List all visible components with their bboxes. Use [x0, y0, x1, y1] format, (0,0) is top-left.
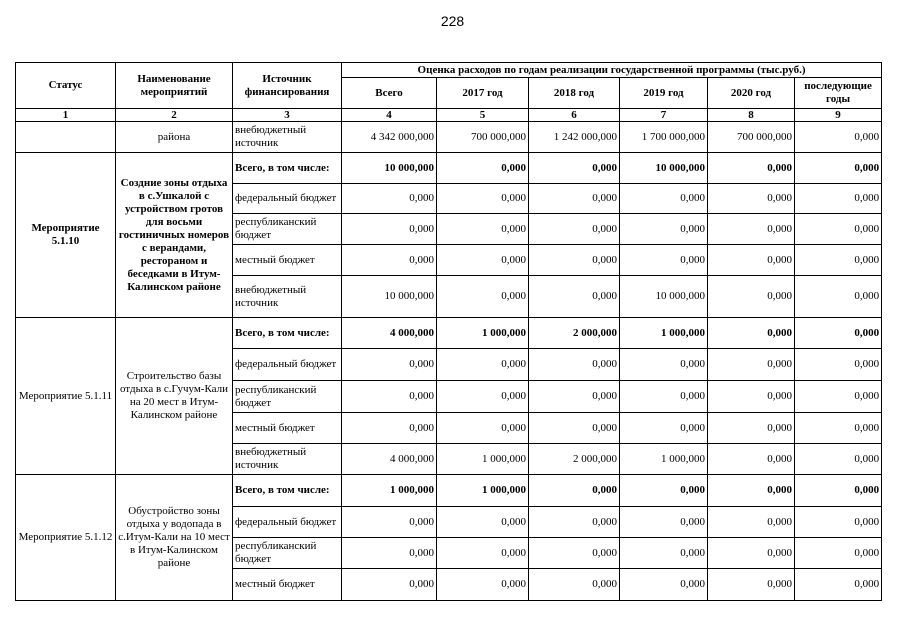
value-2020: 0,000 — [708, 444, 795, 475]
value-later: 0,000 — [795, 475, 882, 507]
value-2018: 0,000 — [529, 538, 620, 569]
value-total: 10 000,000 — [342, 153, 437, 184]
value-total: 0,000 — [342, 184, 437, 214]
value-2018: 2 000,000 — [529, 318, 620, 349]
header-2018: 2018 год — [529, 78, 620, 109]
value-2020: 700 000,000 — [708, 122, 795, 153]
value-2019: 0,000 — [620, 349, 708, 381]
value-2017: 1 000,000 — [437, 475, 529, 507]
value-2020: 0,000 — [708, 245, 795, 276]
value-2019: 0,000 — [620, 214, 708, 245]
value-later: 0,000 — [795, 444, 882, 475]
value-total: 0,000 — [342, 507, 437, 538]
value-total: 0,000 — [342, 349, 437, 381]
value-later: 0,000 — [795, 276, 882, 318]
value-total: 10 000,000 — [342, 276, 437, 318]
name-cell: Обустройство зоны отдыха у водопада в с.Итум-Кали на 10 мест в Итум-Калинском районе — [116, 475, 233, 601]
value-2017: 0,000 — [437, 153, 529, 184]
source-cell: внебюджетный источник — [233, 444, 342, 475]
status-cell: Мероприятие 5.1.12 — [16, 475, 116, 601]
value-total: 0,000 — [342, 214, 437, 245]
value-later: 0,000 — [795, 122, 882, 153]
value-2019: 0,000 — [620, 475, 708, 507]
value-2019: 0,000 — [620, 245, 708, 276]
value-2020: 0,000 — [708, 349, 795, 381]
value-2020: 0,000 — [708, 538, 795, 569]
column-number: 3 — [233, 109, 342, 122]
column-number: 7 — [620, 109, 708, 122]
value-2017: 1 000,000 — [437, 444, 529, 475]
value-2018: 0,000 — [529, 184, 620, 214]
value-2018: 0,000 — [529, 413, 620, 444]
value-later: 0,000 — [795, 214, 882, 245]
value-2020: 0,000 — [708, 569, 795, 601]
value-2019: 1 000,000 — [620, 444, 708, 475]
value-2019: 0,000 — [620, 184, 708, 214]
value-2020: 0,000 — [708, 184, 795, 214]
value-2018: 0,000 — [529, 507, 620, 538]
value-2020: 0,000 — [708, 381, 795, 413]
value-later: 0,000 — [795, 245, 882, 276]
value-2018: 0,000 — [529, 569, 620, 601]
value-total: 0,000 — [342, 245, 437, 276]
column-number: 1 — [16, 109, 116, 122]
value-2018: 2 000,000 — [529, 444, 620, 475]
value-2020: 0,000 — [708, 214, 795, 245]
value-2019: 0,000 — [620, 507, 708, 538]
value-2018: 0,000 — [529, 245, 620, 276]
page-number: 228 — [440, 13, 465, 29]
table-row — [16, 153, 882, 184]
value-2017: 0,000 — [437, 381, 529, 413]
source-cell: внебюджетный источник — [233, 122, 342, 153]
budget-table — [15, 62, 882, 601]
value-later: 0,000 — [795, 538, 882, 569]
value-2019: 0,000 — [620, 381, 708, 413]
value-later: 0,000 — [795, 153, 882, 184]
value-2019: 0,000 — [620, 569, 708, 601]
value-total: 0,000 — [342, 381, 437, 413]
value-later: 0,000 — [795, 349, 882, 381]
value-total: 4 000,000 — [342, 444, 437, 475]
value-2017: 0,000 — [437, 413, 529, 444]
value-2020: 0,000 — [708, 413, 795, 444]
value-2020: 0,000 — [708, 276, 795, 318]
value-2017: 1 000,000 — [437, 318, 529, 349]
status-cell — [16, 122, 116, 153]
value-2017: 0,000 — [437, 349, 529, 381]
source-cell: Всего, в том числе: — [233, 475, 342, 507]
header-total: Всего — [342, 78, 437, 109]
column-number: 5 — [437, 109, 529, 122]
value-later: 0,000 — [795, 318, 882, 349]
source-cell: республиканский бюджет — [233, 214, 342, 245]
header-2019: 2019 год — [620, 78, 708, 109]
value-total: 0,000 — [342, 538, 437, 569]
value-2019: 10 000,000 — [620, 276, 708, 318]
source-cell: федеральный бюджет — [233, 507, 342, 538]
header-estimate: Оценка расходов по годам реализации государственной программы (тыс.руб.) — [342, 63, 882, 78]
value-2019: 10 000,000 — [620, 153, 708, 184]
source-cell: местный бюджет — [233, 413, 342, 444]
value-2018: 0,000 — [529, 349, 620, 381]
column-number: 9 — [795, 109, 882, 122]
source-cell: местный бюджет — [233, 245, 342, 276]
value-2020: 0,000 — [708, 507, 795, 538]
value-2019: 1 700 000,000 — [620, 122, 708, 153]
source-cell: федеральный бюджет — [233, 184, 342, 214]
value-2020: 0,000 — [708, 318, 795, 349]
value-2020: 0,000 — [708, 153, 795, 184]
value-2019: 1 000,000 — [620, 318, 708, 349]
value-2017: 0,000 — [437, 507, 529, 538]
header-source: Источник финансирования — [233, 63, 342, 109]
name-cell: Строительство базы отдыха в с.Гучум-Кали на 20 мест в Итум-Калинском районе — [116, 318, 233, 475]
header-later-years: последующие годы — [795, 78, 882, 109]
value-total: 0,000 — [342, 569, 437, 601]
value-later: 0,000 — [795, 184, 882, 214]
value-2017: 0,000 — [437, 184, 529, 214]
table-row — [16, 318, 882, 349]
source-cell: внебюджетный источник — [233, 276, 342, 318]
value-2018: 1 242 000,000 — [529, 122, 620, 153]
source-cell: Всего, в том числе: — [233, 318, 342, 349]
column-number: 8 — [708, 109, 795, 122]
value-2018: 0,000 — [529, 475, 620, 507]
value-2017: 0,000 — [437, 538, 529, 569]
column-number: 2 — [116, 109, 233, 122]
value-later: 0,000 — [795, 381, 882, 413]
source-cell: республиканский бюджет — [233, 381, 342, 413]
value-total: 4 000,000 — [342, 318, 437, 349]
status-cell: Мероприятие 5.1.11 — [16, 318, 116, 475]
value-2017: 0,000 — [437, 276, 529, 318]
value-2017: 0,000 — [437, 214, 529, 245]
header-2017: 2017 год — [437, 78, 529, 109]
value-2020: 0,000 — [708, 475, 795, 507]
value-2019: 0,000 — [620, 538, 708, 569]
value-total: 0,000 — [342, 413, 437, 444]
value-2017: 700 000,000 — [437, 122, 529, 153]
column-number: 6 — [529, 109, 620, 122]
value-2018: 0,000 — [529, 214, 620, 245]
name-cell: Создние зоны отдыха в с.Ушкалой с устройством гротов для восьми гостиничных номеров с верандами, рестораном и беседками в Итум-Калинском районе — [116, 153, 233, 318]
value-later: 0,000 — [795, 507, 882, 538]
column-number: 4 — [342, 109, 437, 122]
value-2018: 0,000 — [529, 381, 620, 413]
value-2018: 0,000 — [529, 276, 620, 318]
source-cell: Всего, в том числе: — [233, 153, 342, 184]
value-2018: 0,000 — [529, 153, 620, 184]
value-2017: 0,000 — [437, 569, 529, 601]
table-row — [16, 475, 882, 507]
header-name: Наименование мероприятий — [116, 63, 233, 109]
header-2020: 2020 год — [708, 78, 795, 109]
value-later: 0,000 — [795, 413, 882, 444]
header-status: Статус — [16, 63, 116, 109]
source-cell: федеральный бюджет — [233, 349, 342, 381]
status-cell: Мероприятие 5.1.10 — [16, 153, 116, 318]
value-2017: 0,000 — [437, 245, 529, 276]
source-cell: местный бюджет — [233, 569, 342, 601]
value-2019: 0,000 — [620, 413, 708, 444]
value-later: 0,000 — [795, 569, 882, 601]
table-row — [16, 122, 882, 153]
value-total: 4 342 000,000 — [342, 122, 437, 153]
value-total: 1 000,000 — [342, 475, 437, 507]
source-cell: республиканский бюджет — [233, 538, 342, 569]
name-cell-continued: района — [116, 122, 233, 153]
